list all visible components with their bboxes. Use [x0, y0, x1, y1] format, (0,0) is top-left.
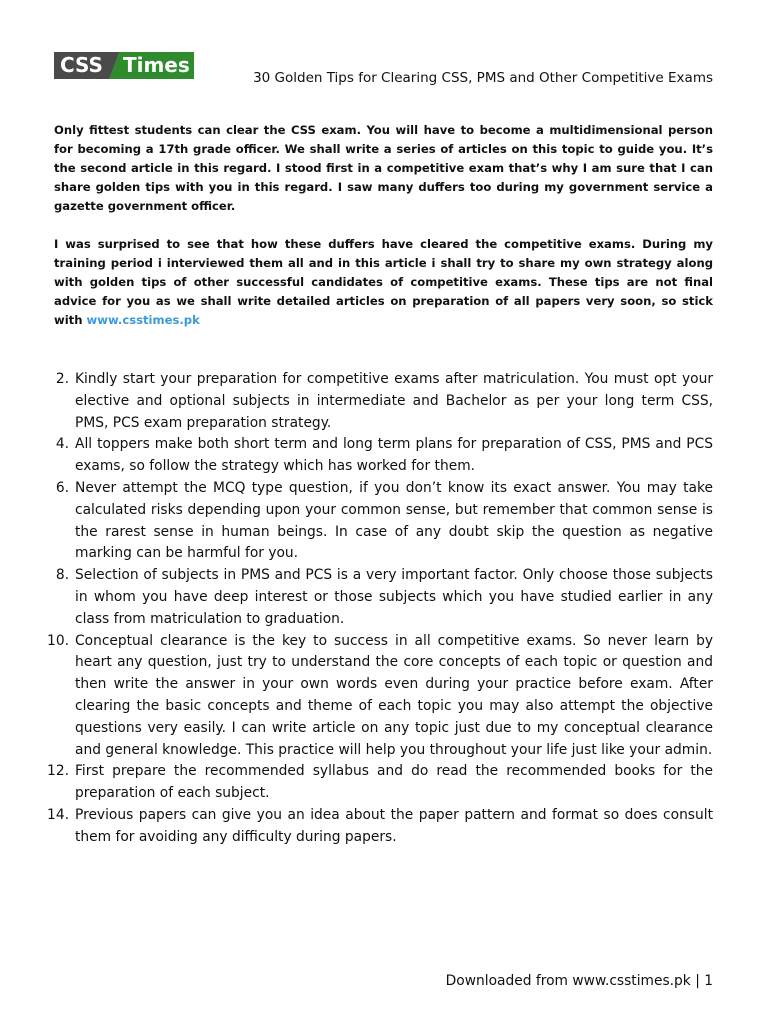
list-item: [0, 434, 713, 478]
intro-paragraph-2: [54, 235, 713, 330]
list-item: [0, 565, 713, 630]
list-item: [0, 761, 713, 805]
tip-number: 14.: [47, 806, 69, 823]
tip-text: Selection of subjects in PMS and PCS is a very important factor. Only choose those subjects in whom you have deep interest or those subjects which you have studied earlier in any class from matriculation to graduation.: [75, 567, 713, 627]
document-title: 30 Golden Tips for Clearing CSS, PMS and Other Competitive Exams: [253, 70, 713, 86]
tip-number: 10.: [47, 632, 69, 649]
tip-text: All toppers make both short term and long term plans for preparation of CSS, PMS and PCS exams, so follow the strategy which has worked for them.: [75, 436, 713, 475]
logo-slash-icon: [109, 52, 119, 79]
css-times-logo: [54, 52, 194, 79]
tip-number: 6.: [55, 479, 69, 496]
list-item: [0, 631, 713, 762]
intro-paragraph-1: Only fittest students can clear the CSS exam. You will have to become a multidimensional person for becoming a 17th grade officer. We shall write a series of articles on this topic to guide you. It’s the second article in this regard. I stood first in a competitive exam that’s why I am sure that I can share golden tips with you in this regard. I saw many duffers too during my government service a gazette government officer.: [54, 123, 713, 213]
tips-list: [0, 369, 713, 849]
tip-number: 4.: [55, 436, 69, 453]
logo-times-text: Times: [119, 52, 194, 79]
website-link[interactable]: www.csstimes.pk: [86, 313, 200, 327]
page-footer: Downloaded from www.csstimes.pk | 1: [445, 973, 713, 989]
list-item: [0, 805, 713, 849]
tip-text: Never attempt the MCQ type question, if you don’t know its exact answer. You may take calculated risks depending upon your common sense, but remember that common sense is the rarest sense in human beings. In case of any doubt skip the question as negative marking can be harmful for you.: [75, 479, 713, 562]
intro-paragraph-2-text: I was surprised to see that how these duffers have cleared the competitive exams. During my training period i interviewed them all and in this article i shall try to share my own strategy along with golden tips of other successful candidates of competitive exams. These tips are not final advice for you as we shall write detailed articles on preparation of all papers very soon, so stick with: [54, 237, 713, 327]
logo-css-text: CSS: [54, 52, 109, 79]
tip-number: 8.: [55, 567, 69, 584]
tip-text: Kindly start your preparation for competitive exams after matriculation. You must opt your elective and optional subjects in intermediate and Bachelor as per your long term CSS, PMS, PCS exam preparation strategy.: [75, 371, 713, 431]
tip-number: 12.: [47, 763, 69, 780]
tip-text: First prepare the recommended syllabus and do read the recommended books for the preparation of each subject.: [75, 763, 713, 802]
list-item: [0, 369, 713, 434]
list-item: [0, 478, 713, 565]
tip-text: Conceptual clearance is the key to success in all competitive exams. So never learn by heart any question, just try to understand the core concepts of each topic or question and then write the answer in your own words even during your practice before exam. After clearing the basic concepts and theme of each topic you may also attempt the objective questions very easily. I can write article on any topic just due to my conceptual clearance and general knowledge. This practice will help you throughout your life just like your admin.: [75, 632, 713, 758]
tip-text: Previous papers can give you an idea about the paper pattern and format so does consult them for avoiding any difficulty during papers.: [75, 806, 713, 845]
tip-number: 2.: [55, 371, 69, 387]
